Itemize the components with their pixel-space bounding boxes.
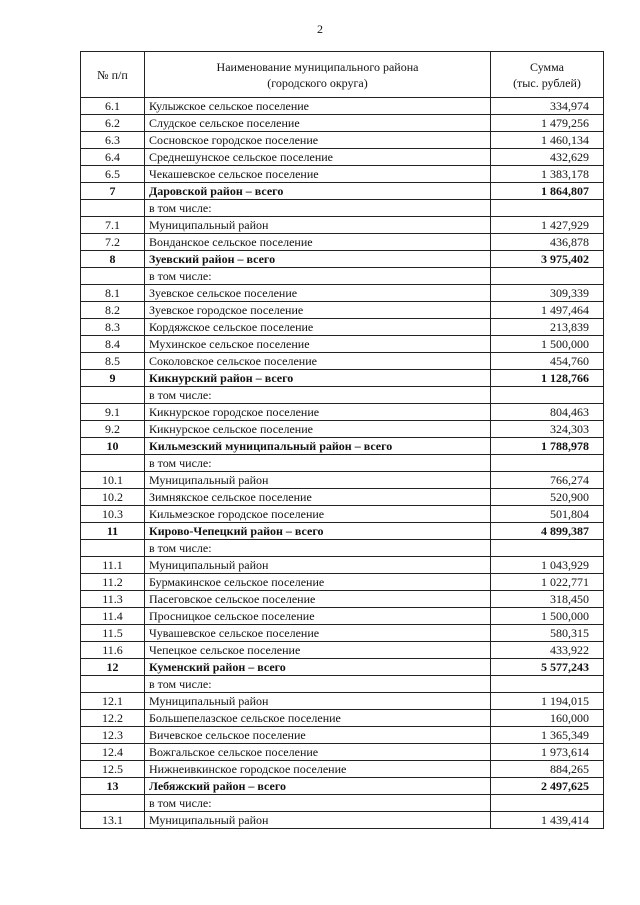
row-name: Муниципальный район [145,812,491,829]
table-row [81,166,604,183]
row-number: 13.1 [81,812,145,829]
row-name: в том числе: [145,795,491,812]
row-amount: 160,000 [491,710,604,727]
row-number: 9 [81,370,145,387]
row-number: 6.2 [81,115,145,132]
row-amount [491,795,604,812]
row-amount: 501,804 [491,506,604,523]
table-row [81,336,604,353]
row-amount: 580,315 [491,625,604,642]
row-number: 8.5 [81,353,145,370]
row-name: Зуевское городское поселение [145,302,491,319]
row-number: 11.3 [81,591,145,608]
row-amount: 1 973,614 [491,744,604,761]
table-row [81,812,604,829]
row-amount: 520,900 [491,489,604,506]
row-amount [491,540,604,557]
row-name: Зуевское сельское поселение [145,285,491,302]
row-name: Бурмакинское сельское поселение [145,574,491,591]
row-amount [491,455,604,472]
row-number: 11.4 [81,608,145,625]
table-row [81,319,604,336]
table-row-total [81,370,604,387]
row-number: 11.6 [81,642,145,659]
row-name: Чекашевское сельское поселение [145,166,491,183]
row-name: Кикнурский район – всего [145,370,491,387]
row-amount: 766,274 [491,472,604,489]
table-row [81,625,604,642]
row-name: Зуевский район – всего [145,251,491,268]
row-amount: 1 460,134 [491,132,604,149]
table-row [81,217,604,234]
row-amount [491,268,604,285]
row-name: Чепецкое сельское поселение [145,642,491,659]
table-row [81,115,604,132]
row-number: 7.1 [81,217,145,234]
row-name: в том числе: [145,540,491,557]
header-sum: Сумма (тыс. рублей) [491,52,604,98]
row-amount [491,200,604,217]
row-amount: 324,303 [491,421,604,438]
row-name: в том числе: [145,387,491,404]
row-number: 6.5 [81,166,145,183]
table-row [81,642,604,659]
row-amount: 4 899,387 [491,523,604,540]
row-amount: 1 500,000 [491,608,604,625]
row-amount: 1 365,349 [491,727,604,744]
row-name: Даровской район – всего [145,183,491,200]
row-number: 9.1 [81,404,145,421]
table-row [81,285,604,302]
row-number: 6.1 [81,98,145,115]
row-amount: 1 864,807 [491,183,604,200]
row-amount: 454,760 [491,353,604,370]
row-name: в том числе: [145,455,491,472]
row-amount: 1 427,929 [491,217,604,234]
row-number: 11.2 [81,574,145,591]
row-number: 6.4 [81,149,145,166]
row-name: в том числе: [145,200,491,217]
row-amount: 309,339 [491,285,604,302]
row-name: Соколовское сельское поселение [145,353,491,370]
table-row [81,268,604,285]
row-amount: 804,463 [491,404,604,421]
table-row [81,795,604,812]
row-amount: 1 383,178 [491,166,604,183]
table-row-total [81,778,604,795]
row-amount: 2 497,625 [491,778,604,795]
row-amount: 884,265 [491,761,604,778]
row-number: 8.4 [81,336,145,353]
row-name: Кильмезский муниципальный район – всего [145,438,491,455]
table-header-row [81,52,604,98]
table-row [81,591,604,608]
row-name: Нижнеивкинское городское поселение [145,761,491,778]
table-row-total [81,438,604,455]
row-number: 12.4 [81,744,145,761]
row-amount: 1 043,929 [491,557,604,574]
row-amount [491,676,604,693]
row-amount: 3 975,402 [491,251,604,268]
row-amount: 1 439,414 [491,812,604,829]
table-row [81,149,604,166]
row-name: Кордяжское сельское поселение [145,319,491,336]
row-number: 11.1 [81,557,145,574]
table-row [81,353,604,370]
row-number: 8 [81,251,145,268]
row-name: Кикнурское сельское поселение [145,421,491,438]
row-name: Муниципальный район [145,557,491,574]
row-number: 7.2 [81,234,145,251]
row-amount: 1 194,015 [491,693,604,710]
row-name: в том числе: [145,268,491,285]
row-amount: 334,974 [491,98,604,115]
row-number: 7 [81,183,145,200]
page-number: 2 [317,22,323,36]
row-number: 8.3 [81,319,145,336]
row-amount: 213,839 [491,319,604,336]
row-name: Большепелазское сельское поселение [145,710,491,727]
row-name: Кирово-Чепецкий район – всего [145,523,491,540]
row-amount: 433,922 [491,642,604,659]
row-name: Муниципальный район [145,217,491,234]
row-amount: 1 497,464 [491,302,604,319]
row-amount: 1 500,000 [491,336,604,353]
row-name: Кулыжское сельское поселение [145,98,491,115]
row-number: 12.3 [81,727,145,744]
table-row [81,676,604,693]
row-amount: 318,450 [491,591,604,608]
table-row [81,506,604,523]
table-row-total [81,659,604,676]
row-number: 11 [81,523,145,540]
row-name: Сосновское городское поселение [145,132,491,149]
table-row [81,693,604,710]
row-number [81,387,145,404]
table-row [81,302,604,319]
row-name: Среднешунское сельское поселение [145,149,491,166]
header-num: № п/п [81,52,145,98]
row-amount: 1 022,771 [491,574,604,591]
row-amount: 1 128,766 [491,370,604,387]
row-amount: 5 577,243 [491,659,604,676]
row-name: Пасеговское сельское поселение [145,591,491,608]
row-number [81,200,145,217]
header-name: Наименование муниципального района (городского округа) [145,52,491,98]
row-amount: 436,878 [491,234,604,251]
table-row [81,234,604,251]
row-number: 8.1 [81,285,145,302]
row-name: Слудское сельское поселение [145,115,491,132]
row-name: в том числе: [145,676,491,693]
row-amount: 432,629 [491,149,604,166]
row-number [81,455,145,472]
row-number [81,268,145,285]
row-number: 12 [81,659,145,676]
table-row [81,489,604,506]
row-name: Лебяжский район – всего [145,778,491,795]
table-row [81,472,604,489]
row-name: Зимнякское сельское поселение [145,489,491,506]
table-row-total [81,523,604,540]
row-name: Просницкое сельское поселение [145,608,491,625]
row-number: 11.5 [81,625,145,642]
row-name: Мухинское сельское поселение [145,336,491,353]
table-row [81,727,604,744]
row-number: 10.1 [81,472,145,489]
table-row [81,761,604,778]
row-number [81,676,145,693]
table-row [81,608,604,625]
row-name: Муниципальный район [145,693,491,710]
row-number: 6.3 [81,132,145,149]
row-amount: 1 479,256 [491,115,604,132]
row-number [81,795,145,812]
table-row [81,98,604,115]
table-row-total [81,251,604,268]
row-number: 9.2 [81,421,145,438]
row-name: Вожгальское сельское поселение [145,744,491,761]
row-number [81,540,145,557]
row-amount: 1 788,978 [491,438,604,455]
allocation-table [80,51,604,829]
table-row [81,540,604,557]
row-number: 12.2 [81,710,145,727]
row-name: Куменский район – всего [145,659,491,676]
row-number: 10.2 [81,489,145,506]
row-name: Муниципальный район [145,472,491,489]
row-number: 8.2 [81,302,145,319]
row-name: Вичевское сельское поселение [145,727,491,744]
table-row [81,710,604,727]
table-row [81,557,604,574]
row-number: 10.3 [81,506,145,523]
table-row [81,574,604,591]
table-row [81,200,604,217]
table-row [81,455,604,472]
row-number: 12.5 [81,761,145,778]
row-number: 13 [81,778,145,795]
row-name: Чувашевское сельское поселение [145,625,491,642]
row-name: Кильмезское городское поселение [145,506,491,523]
row-number: 10 [81,438,145,455]
table-row [81,404,604,421]
table-row-total [81,183,604,200]
row-number: 12.1 [81,693,145,710]
table-row [81,387,604,404]
row-name: Вонданское сельское поселение [145,234,491,251]
table-row [81,421,604,438]
table-row [81,744,604,761]
row-amount [491,387,604,404]
row-name: Кикнурское городское поселение [145,404,491,421]
table-row [81,132,604,149]
